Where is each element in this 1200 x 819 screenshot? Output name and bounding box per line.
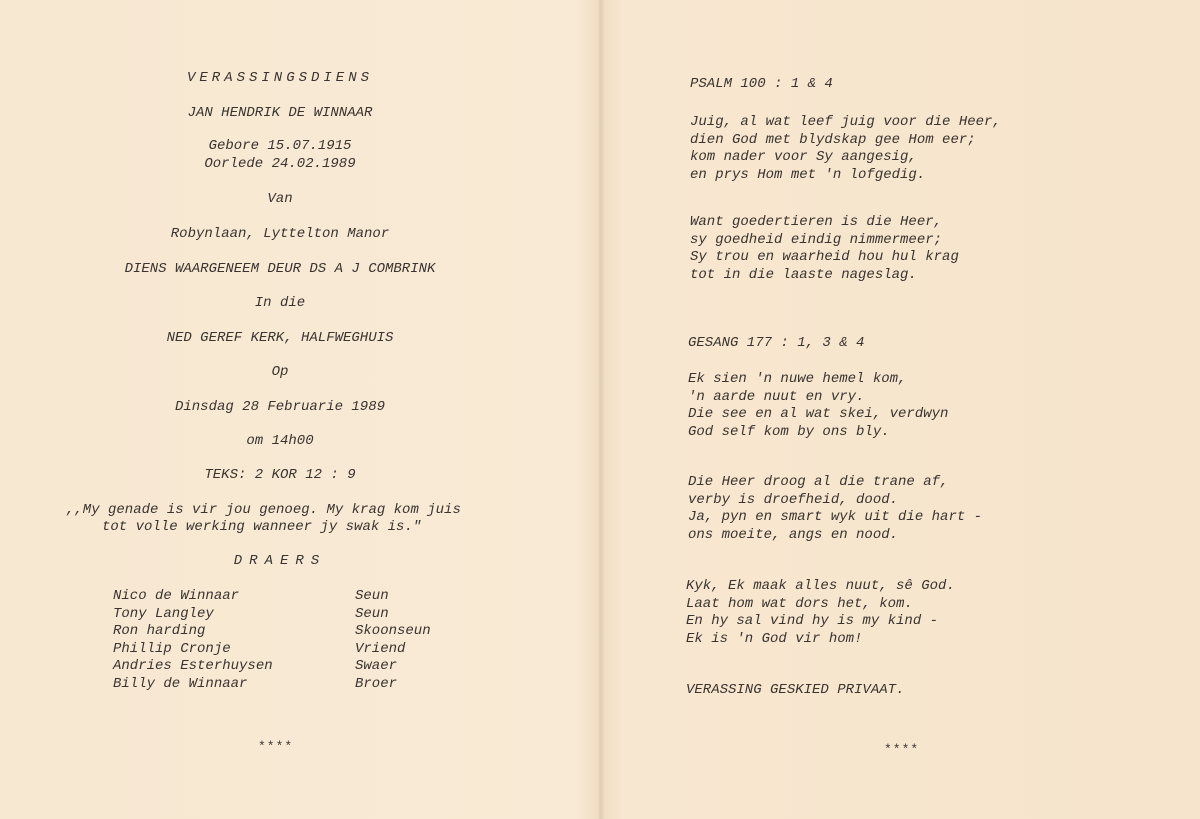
bearer-name: Nico de Winnaar — [113, 588, 240, 604]
bearer-relation: Seun — [355, 605, 389, 622]
death-date: Oorlede 24.02.1989 — [204, 156, 356, 172]
bearer-relation: Broer — [355, 675, 398, 692]
bearer-name: Billy de Winnaar — [113, 675, 248, 692]
in-label: In die — [254, 295, 306, 311]
hymn-verse-3: Kyk, Ek maak alles nuut, sê God. Laat hom wat dors het, kom. En hy sal vind hy is my kind - Ek is 'n God vir hom! — [686, 578, 955, 647]
from-label: Van — [267, 191, 293, 207]
on-label: Op — [271, 364, 289, 380]
bearer-relation: Skoonseun — [355, 623, 431, 639]
right-page-stars: **** — [884, 742, 920, 757]
officiant: DIENS WAARGENEEM DEUR DS A J COMBRINK — [124, 261, 436, 277]
bearer-name: Phillip Cronje — [113, 640, 231, 657]
psalm-title: PSALM 100 : 1 & 4 — [690, 76, 833, 92]
hymn-verse-1: Ek sien 'n nuwe hemel kom, 'n aarde nuut en vry. Die see en al wat skei, verdwyn God self kom by ons bly. — [688, 371, 949, 440]
bearer-name: Tony Langley — [113, 605, 214, 622]
quote-line-1: ,,My genade is vir jou genoeg. My krag kom juis — [66, 502, 461, 518]
bearers-heading: DRAERS — [233, 553, 327, 569]
bearer-relation: Swaer — [355, 658, 398, 674]
bearer-relation: Vriend — [355, 640, 406, 657]
quote-line-2: tot volle werking wanneer jy swak is." — [102, 519, 422, 535]
right-page — [604, 0, 1200, 819]
psalm-verse-2: Want goedertieren is die Heer, sy goedheid eindig nimmermeer; Sy trou en waarheid hou hul krag tot in die laaste nageslag. — [690, 214, 959, 283]
church-name: NED GEREF KERK, HALFWEGHUIS — [166, 330, 394, 346]
bearers-relations — [355, 588, 475, 693]
bearers-names — [113, 588, 313, 693]
bearer-name: Ron harding — [113, 623, 206, 639]
bearer-name: Andries Esterhuysen — [113, 658, 273, 674]
scripture-reference: TEKS: 2 KOR 12 : 9 — [204, 467, 356, 483]
deceased-name: JAN HENDRIK DE WINNAAR — [187, 105, 373, 121]
hymn-verse-2: Die Heer droog al die trane af, verby is droefheid, dood. Ja, pyn en smart wyk uit die hart - ons moeite, angs en nood. — [688, 474, 983, 543]
left-page — [0, 0, 598, 819]
service-title: VERASSINGSDIENS — [186, 70, 374, 86]
psalm-verse-1: Juig, al wat leef juig voor die Heer, dien God met blydskap gee Hom eer; kom nader voor Sy aangesig, en prys Hom met 'n lofgedig. — [690, 114, 1001, 183]
bearer-relation: Seun — [355, 588, 389, 604]
service-date: Dinsdag 28 Februarie 1989 — [174, 399, 386, 415]
birth-date: Gebore 15.07.1915 — [208, 138, 352, 154]
closing-note: VERASSING GESKIED PRIVAAT. — [686, 682, 905, 698]
left-page-stars: **** — [258, 739, 294, 754]
address: Robynlaan, Lyttelton Manor — [170, 226, 390, 242]
service-time: om 14h00 — [246, 433, 314, 449]
hymn-title: GESANG 177 : 1, 3 & 4 — [688, 335, 865, 351]
